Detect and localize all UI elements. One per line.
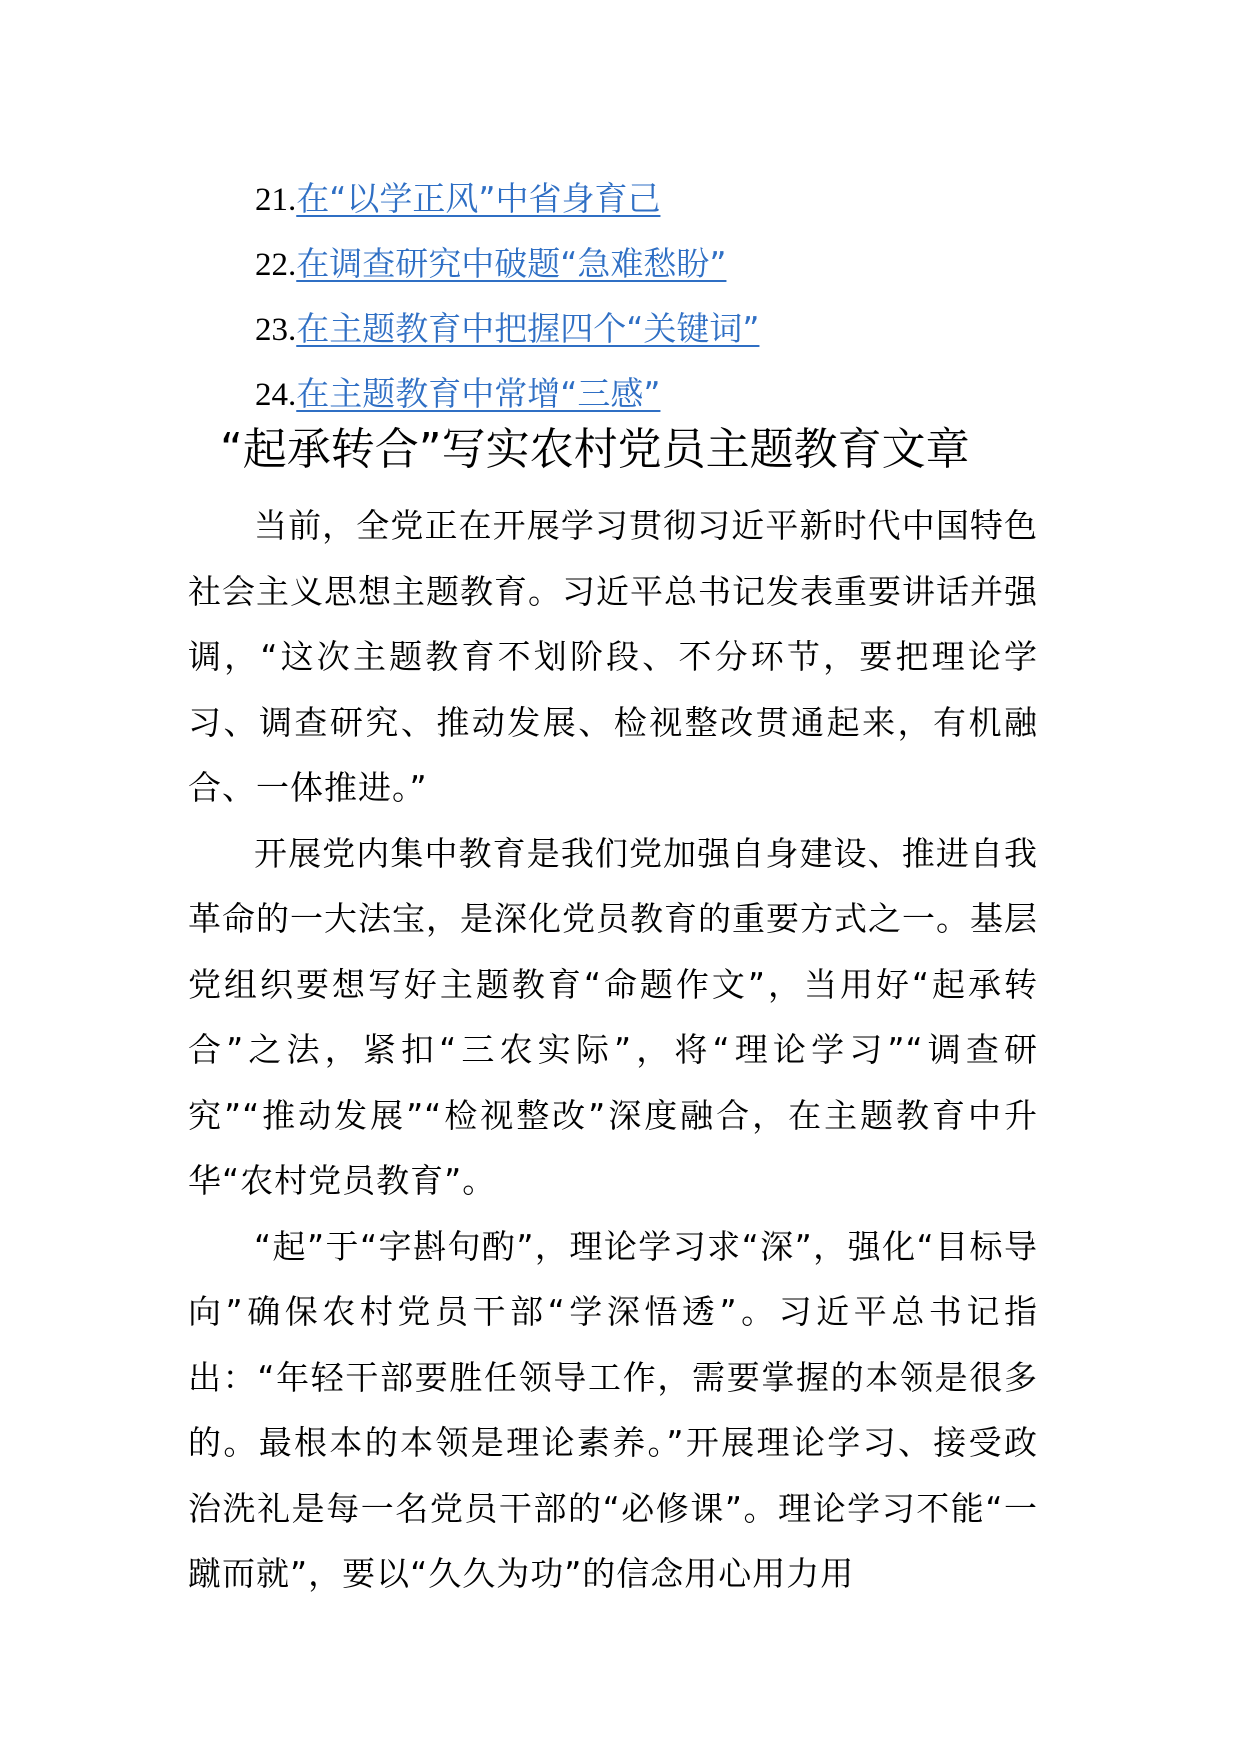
toc-item-24 (255, 361, 759, 426)
toc-item-23 (255, 296, 759, 361)
toc-item-22 (255, 231, 759, 296)
paragraph-3: “起”于“字斟句酌”，理论学习求“深”，强化“目标导向”确保农村党员干部“学深悟透”。习近平总书记指出：“年轻干部要胜任领导工作，需要掌握的本领是很多的。最根本的本领是理论素养。”开展理论学习、接受政治洗礼是每一名党员干部的“必修课”。理论学习不能“一蹴而就”，要以“久久为功”的信念用心用力用 (188, 1226, 1038, 1593)
table-of-contents (255, 166, 759, 426)
paragraph-1: 当前，全党正在开展学习贯彻习近平新时代中国特色社会主义思想主题教育。习近平总书记发表重要讲话并强调，“这次主题教育不划阶段、不分环节，要把理论学习、调查研究、推动发展、检视整改贯通起来，有机融合、一体推进。” (188, 506, 1038, 807)
toc-item-number: 24. (255, 377, 297, 413)
toc-link-23[interactable]: 在主题教育中把握四个“关键词” (296, 309, 760, 348)
toc-item-number: 23. (255, 312, 297, 348)
toc-link-22[interactable]: 在调查研究中破题“急难愁盼” (296, 244, 727, 283)
paragraph-2: 开展党内集中教育是我们党加强自身建设、推进自我革命的一大法宝，是深化党员教育的重要方式之一。基层党组织要想写好主题教育“命题作文”，当用好“起承转合”之法，紧扣“三农实际”，将“理论学习”“调查研究”“推动发展”“检视整改”深度融合，在主题教育中升华“农村党员教育”。 (188, 833, 1038, 1200)
toc-link-24[interactable]: 在主题教育中常增“三感” (296, 374, 661, 413)
toc-item-number: 21. (255, 182, 297, 218)
toc-link-21[interactable]: 在“以学正风”中省身育己 (296, 179, 661, 218)
toc-item-number: 22. (255, 247, 297, 283)
toc-item-21 (255, 166, 759, 231)
article-body (188, 493, 1038, 1607)
article-title: “起承转合”写实农村党员主题教育文章 (220, 424, 970, 475)
